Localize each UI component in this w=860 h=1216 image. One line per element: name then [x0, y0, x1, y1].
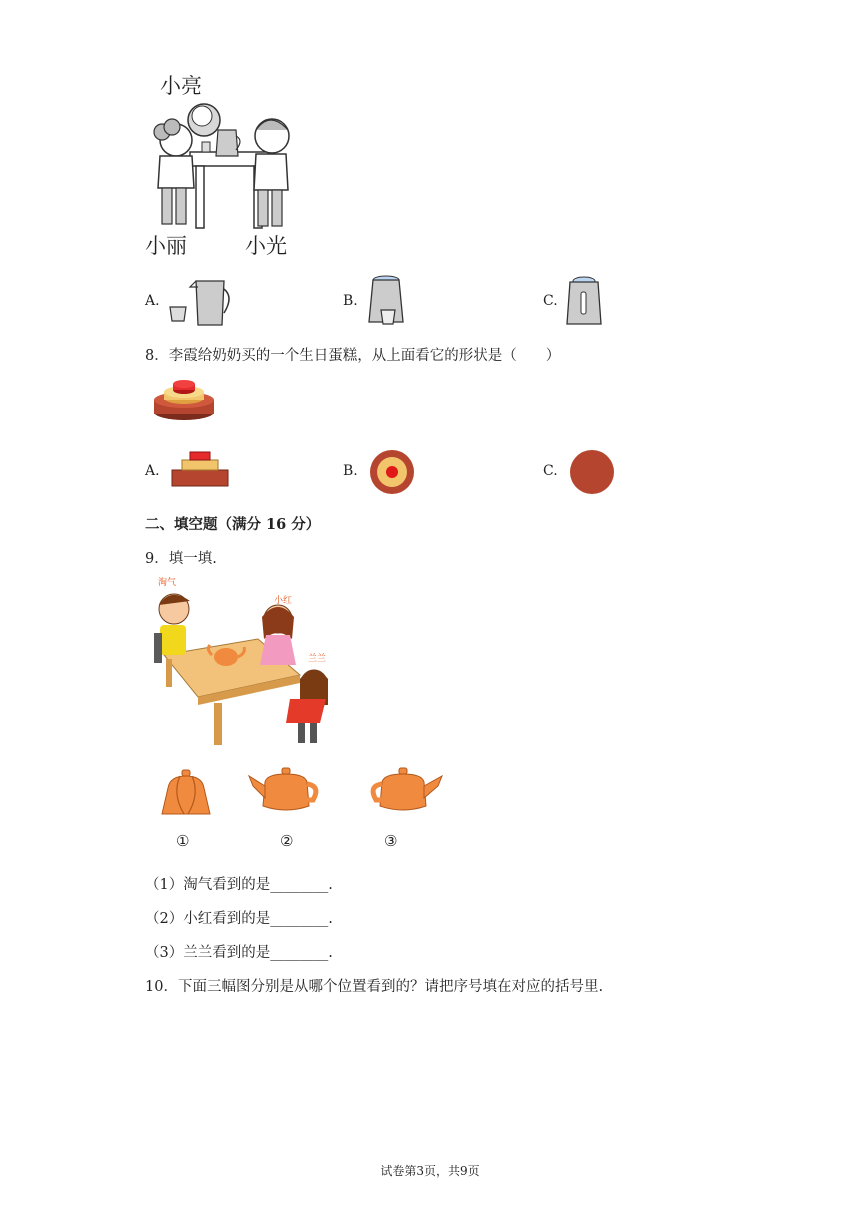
section-title-fill-in: 二、填空题（满分 16 分）	[145, 516, 321, 533]
label-xiaoliang: 小亮	[160, 74, 202, 98]
q8-option-b-label: B.	[343, 463, 358, 479]
teapot-spout-right-icon	[247, 766, 325, 814]
q7-option-a-image[interactable]	[166, 275, 236, 329]
plain-circle-icon	[568, 448, 616, 496]
q7-figure	[140, 70, 305, 260]
teapot-3-number: ③	[384, 832, 398, 850]
teapot-front-icon	[158, 768, 214, 818]
teapot-2-number: ②	[280, 832, 294, 850]
cake-side-view-icon	[170, 448, 230, 488]
cake-top-view-icon	[368, 448, 416, 496]
page-footer: 试卷第3页，共9页	[380, 1164, 480, 1178]
q8-option-c-label: C.	[543, 463, 558, 479]
q8-option-c-image[interactable]	[568, 448, 616, 496]
teapot-1-image	[158, 768, 214, 818]
q7-option-c-label: C.	[543, 293, 558, 309]
label-xiaoguang: 小光	[245, 234, 287, 258]
q9-question: 9．填一填.	[145, 551, 217, 567]
jug-handle-side-icon	[564, 272, 608, 330]
label-lanlan: 兰兰	[308, 654, 327, 664]
q9-blank-2[interactable]: （2）小红看到的是________.	[145, 911, 333, 927]
q8-option-a-label: A.	[145, 463, 160, 479]
label-taoqi: 淘气	[158, 575, 176, 588]
q7-option-b-image[interactable]	[365, 272, 415, 330]
teapot-3-image	[366, 766, 444, 814]
q8-cake-figure	[150, 378, 218, 426]
label-xiaoli: 小丽	[145, 234, 187, 258]
jug-front-cup-icon	[365, 272, 415, 330]
q7-option-b-label: B.	[343, 293, 358, 309]
teapot-spout-left-icon	[366, 766, 444, 814]
q8-option-b-image[interactable]	[368, 448, 416, 496]
q9-scene-figure	[150, 573, 335, 748]
q7-option-c-image[interactable]	[564, 272, 608, 330]
q10-question: 10．下面三幅图分别是从哪个位置看到的？请把序号填在对应的括号里.	[145, 979, 604, 995]
label-xiaohong: 小红	[274, 596, 293, 606]
teapot-2-image	[247, 766, 325, 814]
teapot-1-number: ①	[176, 832, 190, 850]
cake-illustration	[150, 378, 218, 426]
q9-blank-1[interactable]: （1）淘气看到的是________.	[145, 877, 333, 893]
jug-cup-side-icon	[166, 275, 236, 329]
q9-blank-3[interactable]: （3）兰兰看到的是________.	[145, 945, 333, 961]
q8-option-a-image[interactable]	[170, 448, 230, 488]
q8-question: 8．李霞给奶奶买的一个生日蛋糕，从上面看它的形状是（ ）	[145, 348, 561, 364]
q7-option-a-label: A.	[145, 293, 160, 309]
